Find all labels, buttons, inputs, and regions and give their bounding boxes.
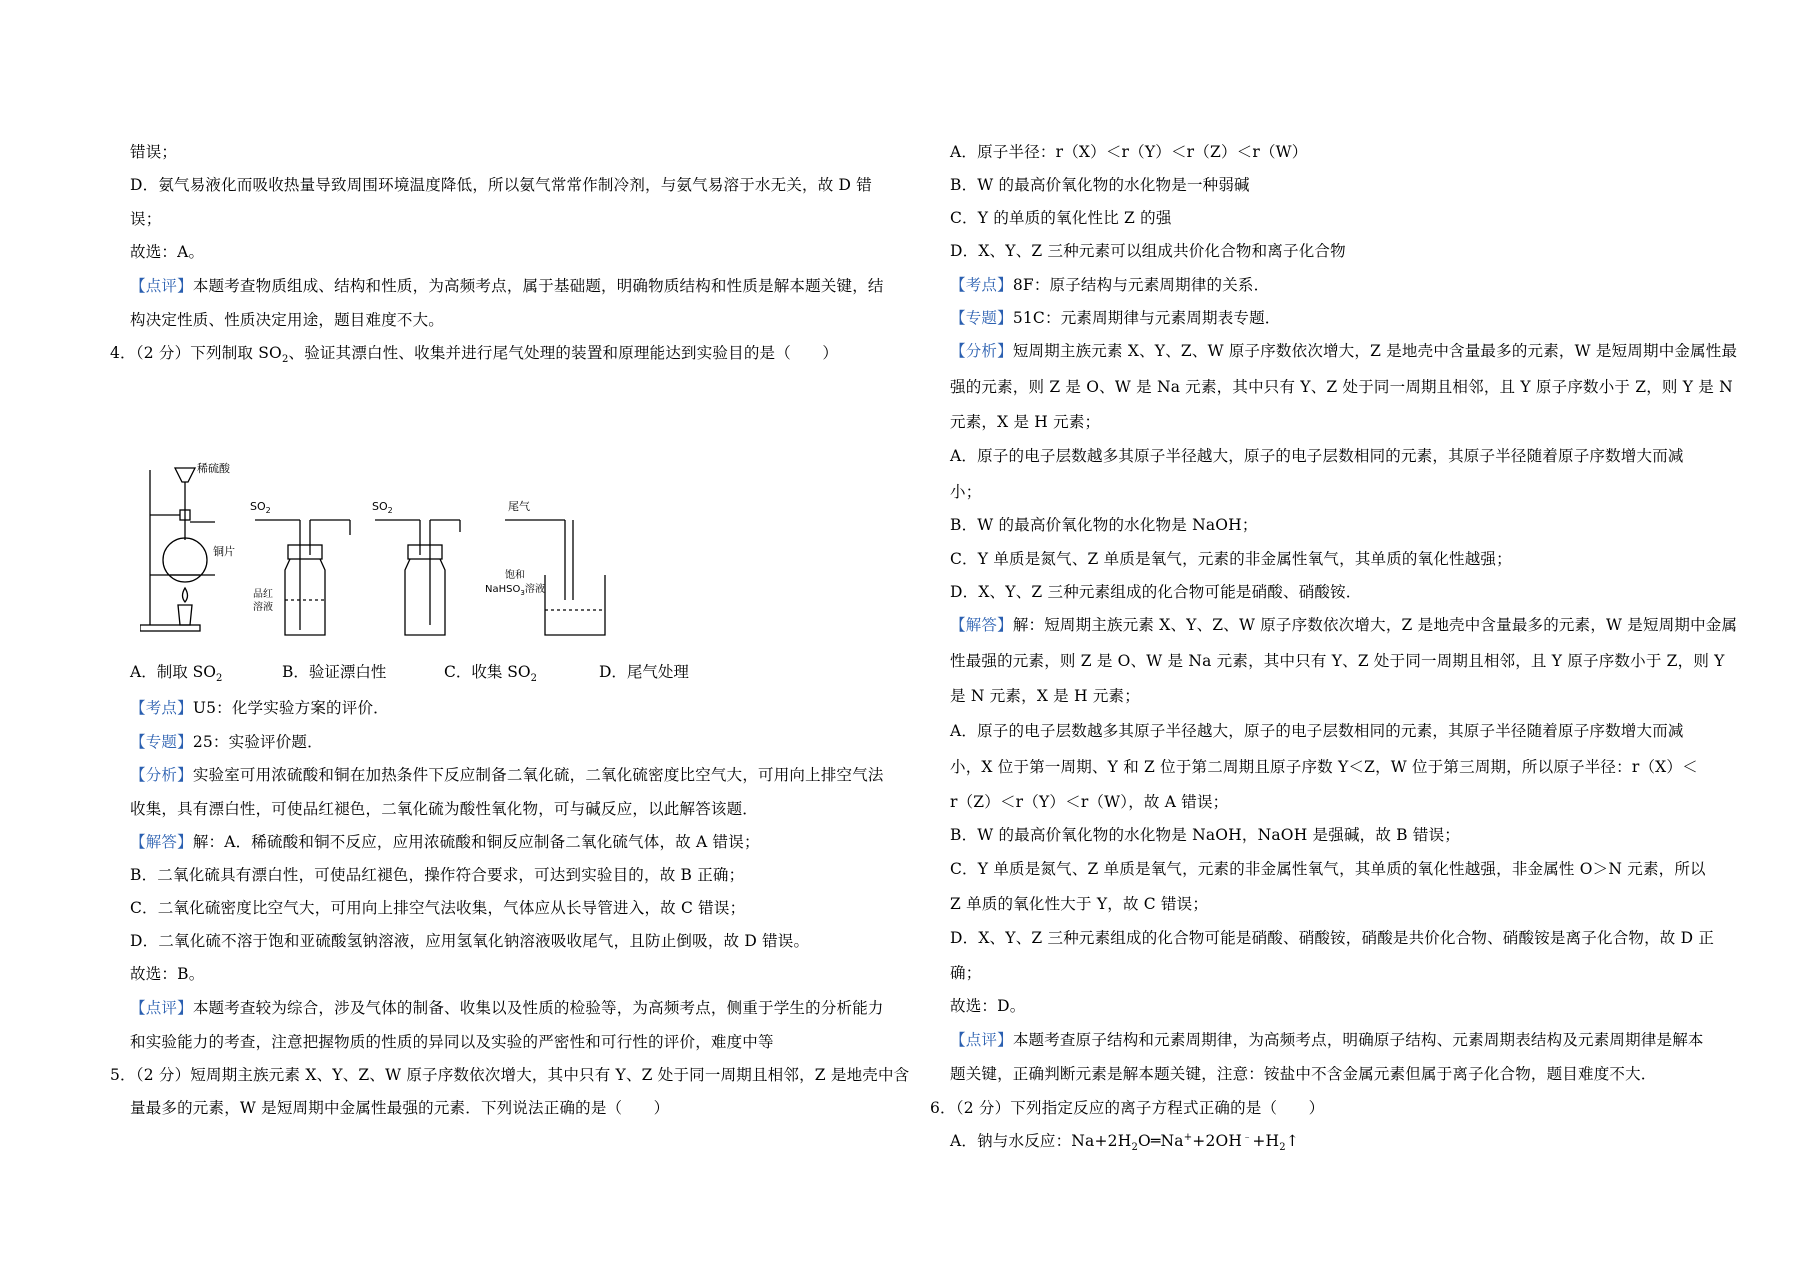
knowledge-line: 【考点】8F：原子结构与元素周期律的关系．: [950, 276, 1270, 294]
text-line: 量最多的元素，W 是短周期中金属性最强的元素．下列说法正确的是（ ）: [130, 1099, 670, 1117]
text-line: 小，X 位于第一周期、Y 和 Z 位于第二周期且原子序数 Y＜Z，W 位于第三周期，所以原子半径：r（X）＜: [950, 758, 1698, 776]
text-line: 是 N 元素，X 是 H 元素；: [950, 687, 1140, 705]
dilute-acid-label: 稀硫酸: [197, 462, 230, 475]
so2-inlet-label-b: $SO_2$: [250, 500, 271, 515]
dye-label-2: 溶液: [253, 602, 273, 613]
text-line: 故选：A。: [130, 243, 205, 261]
option-b: B．W 的最高价氧化物的水化物是一种弱碱: [950, 176, 1250, 194]
text-line: D．X、Y、Z 三种元素组成的化合物可能是硝酸、硝酸铵，硝酸是共价化合物、硝酸铵是离子化合物，故 D 正: [950, 929, 1715, 947]
analysis-line: 【分析】实验室可用浓硫酸和铜在加热条件下反应制备二氧化硫，二氧化硫密度比空气大，可用向上排空气法: [130, 766, 884, 784]
text-line: D．X、Y、Z 三种元素组成的化合物可能是硝酸、硝酸铵．: [950, 583, 1362, 601]
so2-inlet-label-c: $SO_2$: [372, 500, 393, 515]
text-line: 故选：B。: [130, 965, 205, 983]
text-line: C．Y 单质是氮气、Z 单质是氧气，元素的非金属性氧气，其单质的氧化性越强，非金属性 O＞N 元素，所以: [950, 860, 1706, 878]
text-line: 故选：D。: [950, 997, 1026, 1015]
comment-tag: 【点评】: [130, 277, 193, 295]
option-c: C．Y 的单质的氧化性比 Z 的强: [950, 209, 1172, 227]
option-d: D．尾气处理: [599, 663, 689, 681]
question-4: 4．（2 分）下列制取 $SO_2$、验证其漂白性、收集并进行尾气处理的装置和原理能达到实验目的是（ ）: [110, 344, 839, 366]
question-5: 5．（2 分）短周期主族元素 X、Y、Z、W 原子序数依次增大，其中只有 Y、Z 处于同一周期且相邻，Z 是地壳中含: [110, 1066, 910, 1084]
text-line: 误；: [130, 210, 162, 228]
copper-label: 铜片: [213, 545, 235, 558]
option-c: C．收集 $SO_2$: [444, 663, 537, 685]
question-6: 6．（2 分）下列指定反应的离子方程式正确的是（ ）: [930, 1099, 1325, 1117]
text-line: 确；: [950, 964, 982, 982]
text-line: C．二氧化硫密度比空气大，可用向上排空气法收集，气体应从长导管进入，故 C 错误；: [130, 899, 746, 917]
topic-line: 【专题】25：实验评价题．: [130, 733, 323, 751]
text-line: Z 单质的氧化性大于 Y，故 C 错误；: [950, 895, 1209, 913]
text-line: B．W 的最高价氧化物的水化物是 NaOH，NaOH 是强碱，故 B 错误；: [950, 826, 1461, 844]
comment-line: 【点评】本题考查原子结构和元素周期律，为高频考点，明确原子结构、元素周期表结构及元素周期律是解本: [950, 1031, 1704, 1049]
text-line: r（Z）＜r（Y）＜r（W），故 A 错误；: [950, 793, 1229, 811]
answer-line: 【解答】解：短周期主族元素 X、Y、Z、W 原子序数依次增大，Z 是地壳中含量最多的元素，W 是短周期中金属: [950, 616, 1738, 634]
comment-line: 【点评】本题考查较为综合，涉及气体的制备、收集以及性质的检验等，为高频考点，侧重于学生的分析能力: [130, 999, 884, 1017]
text-line: 错误；: [130, 143, 178, 161]
text-line: D．氨气易液化而吸收热量导致周围环境温度降低，所以氨气常常作制冷剂，与氨气易溶于水无关，故 D 错: [130, 176, 873, 194]
option-d: D．X、Y、Z 三种元素可以组成共价化合物和离子化合物: [950, 242, 1346, 260]
tail-gas-label: 尾气: [508, 500, 530, 513]
text-line: 收集，具有漂白性，可使品红褪色，二氧化硫为酸性氧化物，可与碱反应，以此解答该题．: [130, 800, 759, 818]
option-a: A．制取 $SO_2$: [130, 663, 223, 685]
text-line: A．原子的电子层数越多其原子半径越大，原子的电子层数相同的元素，其原子半径随着原子序数增大而减: [950, 722, 1684, 740]
knowledge-line: 【考点】U5：化学实验方案的评价．: [130, 699, 389, 717]
text-line: A．原子的电子层数越多其原子半径越大，原子的电子层数相同的元素，其原子半径随着原子序数增大而减: [950, 447, 1684, 465]
nahso3-label: NaHSO$_3$溶液: [485, 584, 545, 597]
text-line: B．二氧化硫具有漂白性，可使品红褪色，操作符合要求，可达到实验目的，故 B 正确；: [130, 866, 745, 884]
dye-label: 品红: [253, 589, 273, 600]
option-b: B．验证漂白性: [282, 663, 387, 681]
text-line: 小；: [950, 483, 982, 501]
answer-line: 【解答】解：A．稀硫酸和铜不反应，应用浓硫酸和铜反应制备二氧化硫气体，故 A 错误；: [130, 833, 760, 851]
option-a: A．钠与水反应：$Na+2H_2O═Na^++2OH^﹣+H_2↑$: [950, 1131, 1300, 1154]
text-line: 强的元素，则 Z 是 O、W 是 Na 元素，其中只有 Y、Z 处于同一周期且相邻，且 Y 原子序数小于 Z，则 Y 是 N: [950, 378, 1733, 396]
topic-line: 【专题】51C：元素周期律与元素周期表专题．: [950, 309, 1281, 327]
option-a: A．原子半径：r（X）＜r（Y）＜r（Z）＜r（W）: [950, 143, 1308, 161]
text-line: 构决定性质、性质决定用途，题目难度不大。: [130, 311, 445, 329]
text-line: B．W 的最高价氧化物的水化物是 NaOH；: [950, 516, 1258, 534]
text-line: 题关键，正确判断元素是解本题关键，注意：铵盐中不含金属元素但属于离子化合物，题目难度不大．: [950, 1065, 1657, 1083]
text-line: 元素，X 是 H 元素；: [950, 413, 1101, 431]
text-line: 和实验能力的考查，注意把握物质的性质的异同以及实验的严密性和可行性的评价，难度中等: [130, 1033, 774, 1051]
analysis-line: 【分析】短周期主族元素 X、Y、Z、W 原子序数依次增大，Z 是地壳中含量最多的元素，W 是短周期中金属性最: [950, 342, 1738, 360]
comment-line: 【点评】本题考查物质组成、结构和性质，为高频考点，属于基础题，明确物质结构和性质是解本题关键，结: [130, 277, 884, 295]
text-line: 性最强的元素，则 Z 是 O、W 是 Na 元素，其中只有 Y、Z 处于同一周期且相邻，且 Y 原子序数小于 Z，则 Y: [950, 652, 1725, 670]
text-line: C．Y 单质是氮气、Z 单质是氧气，元素的非金属性氧气，其单质的氧化性越强；: [950, 550, 1512, 568]
saturated-label: 饱和: [505, 570, 525, 581]
text-line: D．二氧化硫不溶于饱和亚硫酸氢钠溶液，应用氢氧化钠溶液吸收尾气，且防止倒吸，故 D 错误。: [130, 932, 810, 950]
